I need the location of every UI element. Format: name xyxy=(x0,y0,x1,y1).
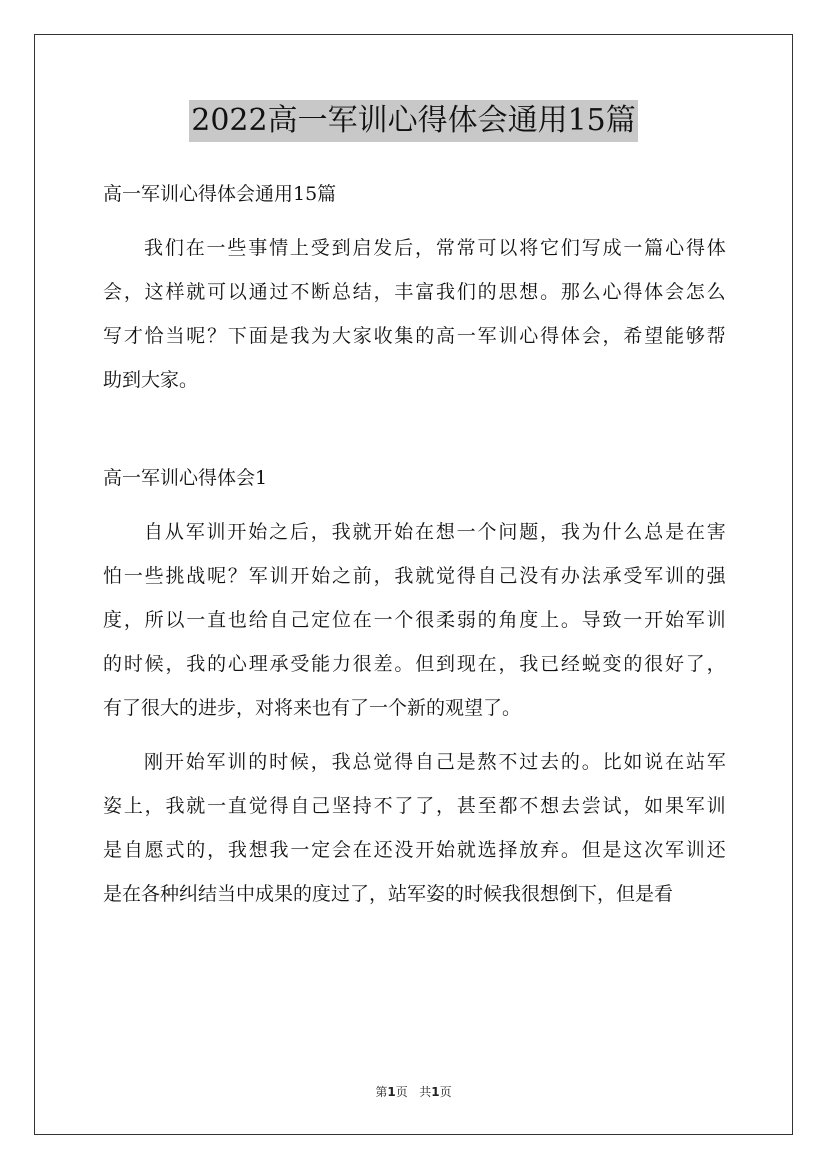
paragraph-2 xyxy=(103,740,726,916)
text-line: 的 时 候 ， 我 的 心 理 承 受 能 力 很 差 。 但 到 现 在 ， 我 已 经 蜕 变 的 很 好 了 ， xyxy=(103,653,726,675)
total-pages: 1 xyxy=(431,1085,440,1099)
text-line: 我 们 在 一 些 事 情 上 受 到 启 发 后 ， 常 常 可 以 将 它 们 写 成 一 篇 心 得 体 xyxy=(144,237,726,259)
document-title: 2022高一军训心得体会通用15篇 xyxy=(189,100,638,142)
text-line: 是在各种纠结当中成果的度过了，站军姿的时候我很想倒下，但是看 xyxy=(103,883,674,905)
text-line: 度 ， 所 以 一 直 也 给 自 己 定 位 在 一 个 很 柔 弱 的 角 度 上 。 导 致 一 开 始 军 训 xyxy=(103,609,726,631)
page-number: 1 xyxy=(387,1085,396,1099)
text-line: 会 ， 这 样 就 可 以 通 过 不 断 总 结 ， 丰 富 我 们 的 思 想 。 那 么 心 得 体 会 怎 么 xyxy=(103,281,726,303)
document-body xyxy=(103,172,726,916)
paragraph-1 xyxy=(103,510,726,730)
text-line: 助到大家。 xyxy=(103,369,199,391)
text-line: 自 从 军 训 开 始 之 后 ， 我 就 开 始 在 想 一 个 问 题 ， 我 为 什 么 总 是 在 害 xyxy=(144,521,726,543)
total-suffix: 页 xyxy=(439,1085,452,1099)
intro-paragraph xyxy=(103,226,726,402)
total-prefix: 共 xyxy=(419,1085,432,1099)
text-line: 姿 上 ， 我 就 一 直 觉 得 自 己 坚 持 不 了 了 ， 甚 至 都 不 想 去 尝 试 ， 如 果 军 训 xyxy=(103,795,726,817)
text-line: 刚 开 始 军 训 的 时 候 ， 我 总 觉 得 自 己 是 熬 不 过 去 的 。 比 如 说 在 站 军 xyxy=(144,751,726,773)
text-line: 写 才 恰 当 呢 ？ 下 面 是 我 为 大 家 收 集 的 高 一 军 训 心 得 体 会 ， 希 望 能 够 帮 xyxy=(103,325,726,347)
text-line: 有了很大的进步，对将来也有了一个新的观望了。 xyxy=(103,697,522,719)
page-prefix: 第 xyxy=(375,1085,388,1099)
section-heading: 高一军训心得体会1 xyxy=(103,467,268,489)
page-footer xyxy=(0,1083,827,1100)
page-suffix: 页 xyxy=(395,1085,408,1099)
text-line: 怕 一 些 挑 战 呢 ？ 军 训 开 始 之 前 ， 我 就 觉 得 自 己 没 有 办 法 承 受 军 训 的 强 xyxy=(103,565,726,587)
text-line: 是 自 愿 式 的 ， 我 想 我 一 定 会 在 还 没 开 始 就 选 择 放 弃 。 但 是 这 次 军 训 还 xyxy=(103,839,726,861)
subtitle: 高一军训心得体会通用15篇 xyxy=(103,183,337,205)
title-wrap xyxy=(0,100,827,142)
